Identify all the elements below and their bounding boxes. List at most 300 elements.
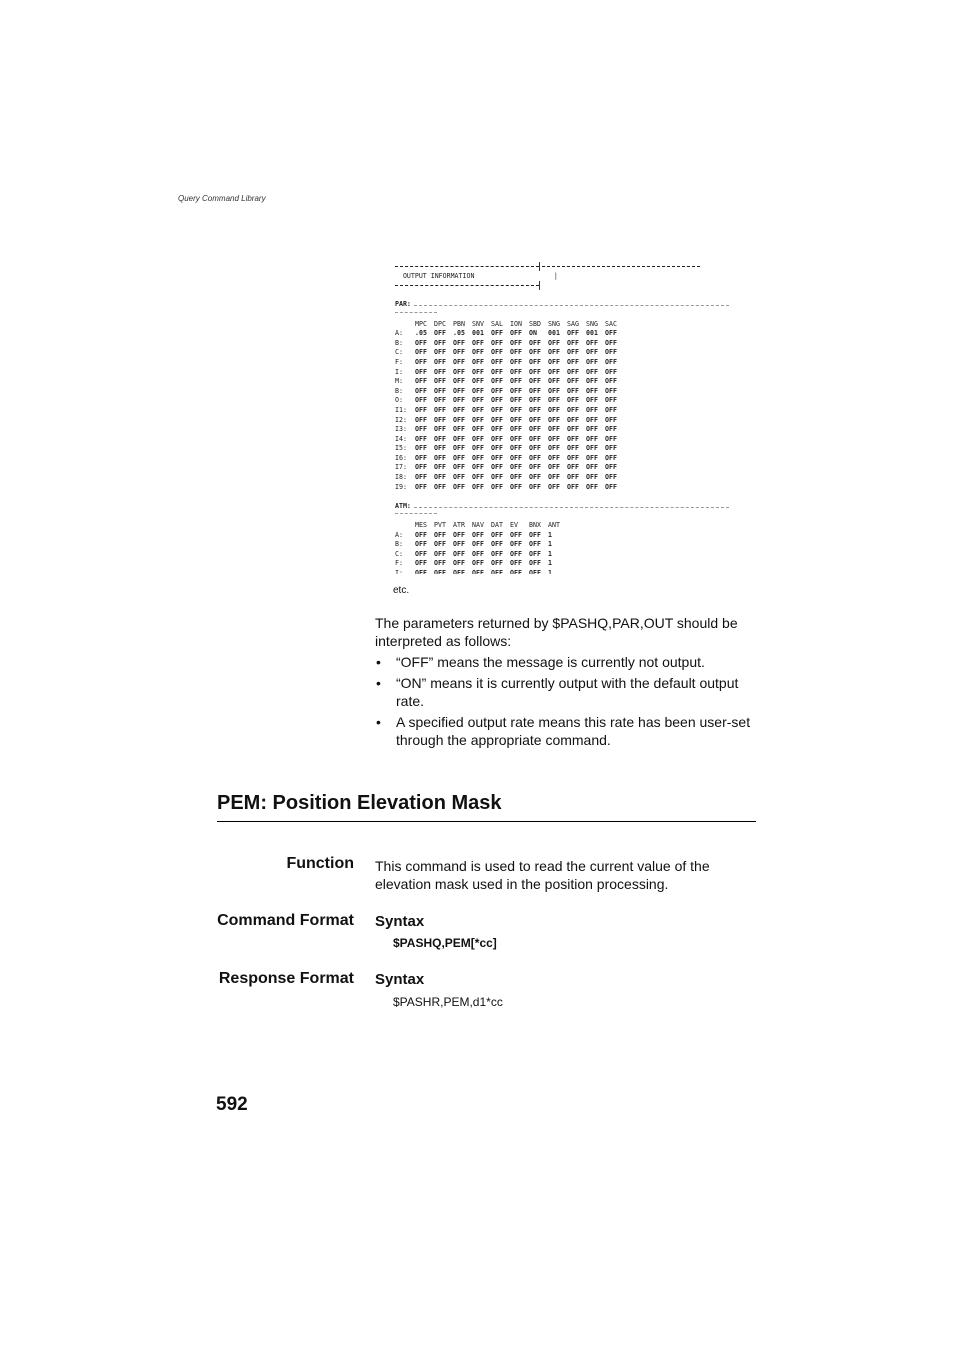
table-cell: OFF: [529, 338, 541, 347]
etc-note: etc.: [393, 585, 410, 596]
table-cell: OFF: [491, 434, 503, 443]
table-cell: OFF: [434, 367, 446, 376]
table-cell: OFF: [567, 377, 579, 386]
table-cell: OFF: [605, 425, 617, 434]
table-cell: OFF: [491, 569, 503, 574]
table-cell: OFF: [472, 377, 484, 386]
table-cell: 1: [548, 559, 552, 568]
table-cell: OFF: [453, 540, 465, 549]
table-cell: OFF: [567, 396, 579, 405]
table-cell: OFF: [586, 444, 598, 453]
table-cell: OFF: [434, 338, 446, 347]
table-header-row: [395, 320, 729, 330]
table-cell: OFF: [491, 338, 503, 347]
table-cell: OFF: [548, 338, 560, 347]
command-format-label: Command Format: [217, 912, 354, 929]
table-cell: OFF: [510, 549, 522, 558]
table-cell: OFF: [510, 415, 522, 424]
table-cell: 001: [586, 329, 598, 338]
table-cell: OFF: [548, 482, 560, 491]
column-header: SAC: [605, 319, 617, 328]
table-cell: OFF: [567, 425, 579, 434]
screen-title: OUTPUT INFORMATION |: [402, 271, 558, 280]
table-cell: OFF: [453, 473, 465, 482]
table-cell: OFF: [491, 348, 503, 357]
table-cell: OFF: [472, 357, 484, 366]
bullet-icon: •: [376, 654, 381, 670]
row-tag: I5:: [395, 444, 407, 453]
table-cell: OFF: [472, 473, 484, 482]
row-tag: I3:: [395, 425, 407, 434]
table-cell: OFF: [586, 453, 598, 462]
table-cell: OFF: [548, 357, 560, 366]
table-cell: OFF: [529, 434, 541, 443]
table-cell: OFF: [529, 453, 541, 462]
table-cell: OFF: [434, 396, 446, 405]
table-cell: OFF: [605, 473, 617, 482]
table-cell: OFF: [434, 530, 446, 539]
table-cell: OFF: [529, 549, 541, 558]
table-row: [395, 444, 729, 454]
table-cell: OFF: [586, 473, 598, 482]
table-cell: OFF: [586, 425, 598, 434]
column-header: BNX: [529, 521, 541, 530]
column-header: SAG: [567, 319, 579, 328]
table-cell: OFF: [434, 473, 446, 482]
table-cell: OFF: [529, 386, 541, 395]
row-tag: M:: [395, 377, 403, 386]
table-cell: OFF: [567, 453, 579, 462]
table-cell: OFF: [415, 473, 427, 482]
table-row: [395, 454, 729, 464]
column-header: EV: [510, 521, 518, 530]
column-header: DPC: [434, 319, 446, 328]
table-cell: .05: [415, 329, 427, 338]
table-cell: OFF: [453, 559, 465, 568]
table-cell: OFF: [567, 415, 579, 424]
table-cell: OFF: [529, 444, 541, 453]
table-cell: OFF: [605, 482, 617, 491]
table-cell: OFF: [491, 530, 503, 539]
table-cell: OFF: [586, 357, 598, 366]
table-cell: OFF: [605, 329, 617, 338]
table-cell: OFF: [472, 463, 484, 472]
table-cell: OFF: [510, 357, 522, 366]
table-cell: OFF: [529, 396, 541, 405]
table-cell: OFF: [472, 386, 484, 395]
table-cell: OFF: [434, 482, 446, 491]
table-cell: OFF: [586, 434, 598, 443]
table-cell: OFF: [415, 482, 427, 491]
row-tag: B:: [395, 540, 403, 549]
table-cell: OFF: [586, 415, 598, 424]
table-cell: OFF: [415, 415, 427, 424]
table-cell: OFF: [510, 453, 522, 462]
screen-title-rule: [395, 281, 729, 291]
table-cell: OFF: [605, 434, 617, 443]
column-header: NAV: [472, 521, 484, 530]
table-cell: OFF: [586, 367, 598, 376]
table-row: [395, 483, 729, 493]
table-cell: OFF: [491, 415, 503, 424]
page-number: 592: [216, 1094, 248, 1115]
table-cell: OFF: [472, 444, 484, 453]
row-tag: I2:: [395, 415, 407, 424]
table-cell: OFF: [491, 396, 503, 405]
row-tag: C:: [395, 348, 403, 357]
table-cell: OFF: [415, 367, 427, 376]
table-cell: OFF: [567, 357, 579, 366]
table-cell: OFF: [472, 338, 484, 347]
table-cell: OFF: [586, 386, 598, 395]
column-header: ATR: [453, 521, 465, 530]
table-cell: OFF: [491, 549, 503, 558]
table-cell: OFF: [453, 453, 465, 462]
row-tag: I:: [395, 569, 403, 574]
table-cell: OFF: [529, 405, 541, 414]
table-cell: OFF: [472, 415, 484, 424]
table-row: [395, 425, 729, 435]
table-row: [395, 368, 729, 378]
screen-title-text: OUTPUT INFORMATION: [402, 271, 475, 280]
table-cell: OFF: [472, 530, 484, 539]
row-tag: B:: [395, 386, 403, 395]
intro-paragraph: The parameters returned by $PASHQ,PAR,OUT should be interpreted as follows:: [375, 615, 738, 649]
table-cell: 1: [548, 549, 552, 558]
response-format-label: Response Format: [218, 970, 354, 987]
table-cell: OFF: [491, 444, 503, 453]
table-cell: OFF: [415, 444, 427, 453]
row-tag: F:: [395, 559, 403, 568]
row-tag: F:: [395, 357, 403, 366]
table-cell: OFF: [529, 415, 541, 424]
table-cell: OFF: [510, 367, 522, 376]
table-cell: OFF: [510, 377, 522, 386]
table-cell: OFF: [529, 377, 541, 386]
table-cell: OFF: [415, 463, 427, 472]
table-cell: OFF: [472, 425, 484, 434]
table-cell: OFF: [510, 348, 522, 357]
table-cell: OFF: [415, 348, 427, 357]
row-tag: B:: [395, 338, 403, 347]
table-cell: OFF: [491, 482, 503, 491]
atm-section-header: [395, 502, 729, 512]
screen-top-rule: [395, 262, 729, 272]
function-description: This command is used to read the current value of the elevation mask used in the position processing.: [375, 858, 710, 892]
column-header: SAL: [491, 319, 503, 328]
table-cell: OFF: [605, 348, 617, 357]
table-cell: OFF: [510, 405, 522, 414]
table-cell: OFF: [510, 530, 522, 539]
table-cell: OFF: [529, 473, 541, 482]
table-cell: OFF: [453, 530, 465, 539]
table-cell: OFF: [453, 463, 465, 472]
table-cell: OFF: [605, 338, 617, 347]
response-syntax: $PASHR,PEM,d1*cc: [393, 995, 503, 1009]
table-cell: OFF: [434, 444, 446, 453]
table-cell: OFF: [529, 530, 541, 539]
table-row: [395, 559, 729, 569]
table-cell: OFF: [415, 338, 427, 347]
table-row: [395, 473, 729, 483]
table-cell: OFF: [415, 396, 427, 405]
table-cell: OFF: [567, 329, 579, 338]
bullet-text: “OFF” means the message is currently not output.: [396, 654, 705, 670]
table-cell: OFF: [605, 444, 617, 453]
column-header: MES: [415, 521, 427, 530]
table-cell: OFF: [567, 482, 579, 491]
table-cell: OFF: [491, 329, 503, 338]
table-cell: OFF: [472, 559, 484, 568]
table-cell: OFF: [529, 559, 541, 568]
table-cell: OFF: [567, 444, 579, 453]
table-row: [395, 416, 729, 426]
table-cell: OFF: [510, 425, 522, 434]
response-syntax-heading: Syntax: [375, 971, 425, 988]
column-header: ANT: [548, 521, 560, 530]
bullet-text: A specified output rate means this rate has been user-set through the appropriate command.: [396, 714, 751, 748]
table-cell: .05: [453, 329, 465, 338]
table-cell: OFF: [434, 386, 446, 395]
table-cell: OFF: [472, 434, 484, 443]
table-cell: OFF: [586, 338, 598, 347]
row-tag: I7:: [395, 463, 407, 472]
table-cell: OFF: [434, 463, 446, 472]
table-cell: OFF: [491, 463, 503, 472]
table-cell: OFF: [548, 463, 560, 472]
column-header: SNG: [586, 319, 598, 328]
table-cell: OFF: [415, 569, 427, 574]
table-cell: OFF: [472, 348, 484, 357]
table-cell: OFF: [567, 405, 579, 414]
table-cell: OFF: [567, 463, 579, 472]
bullet-icon: •: [376, 714, 381, 730]
table-row: [395, 406, 729, 416]
table-cell: OFF: [434, 540, 446, 549]
table-cell: OFF: [510, 338, 522, 347]
bullet-list: [375, 653, 760, 752]
table-cell: OFF: [605, 367, 617, 376]
section-title: PEM: Position Elevation Mask: [217, 792, 756, 822]
table-cell: OFF: [453, 377, 465, 386]
list-item: [375, 653, 760, 671]
table-cell: OFF: [434, 329, 446, 338]
table-row: [395, 435, 729, 445]
table-cell: OFF: [491, 386, 503, 395]
column-header: ION: [510, 319, 522, 328]
bullet-icon: •: [376, 675, 381, 691]
column-header: SBD: [529, 319, 541, 328]
table-cell: OFF: [453, 482, 465, 491]
table-cell: OFF: [548, 444, 560, 453]
table-cell: OFF: [567, 473, 579, 482]
table-cell: OFF: [434, 549, 446, 558]
command-syntax: $PASHQ,PEM[*cc]: [393, 936, 497, 950]
table-cell: OFF: [529, 482, 541, 491]
par-label: PAR:: [395, 300, 411, 309]
row-tag: A:: [395, 530, 403, 539]
table-cell: OFF: [548, 473, 560, 482]
table-cell: OFF: [491, 377, 503, 386]
table-cell: OFF: [434, 434, 446, 443]
column-header: MPC: [415, 319, 427, 328]
table-cell: OFF: [491, 559, 503, 568]
table-cell: 001: [548, 329, 560, 338]
table-row: [395, 387, 729, 397]
table-cell: OFF: [586, 348, 598, 357]
table-cell: OFF: [415, 357, 427, 366]
table-cell: OFF: [548, 405, 560, 414]
table-cell: OFF: [548, 453, 560, 462]
table-cell: OFF: [605, 453, 617, 462]
table-cell: OFF: [491, 405, 503, 414]
table-cell: OFF: [453, 405, 465, 414]
table-row: [395, 348, 729, 358]
table-cell: OFF: [548, 367, 560, 376]
table-cell: OFF: [548, 434, 560, 443]
table-cell: 1: [548, 540, 552, 549]
table-cell: OFF: [415, 549, 427, 558]
table-row: [395, 339, 729, 349]
par-table: [395, 320, 729, 493]
table-cell: OFF: [491, 357, 503, 366]
row-tag: I9:: [395, 482, 407, 491]
row-tag: I4:: [395, 434, 407, 443]
list-item: [375, 713, 760, 749]
table-cell: OFF: [529, 540, 541, 549]
column-header: SNV: [472, 319, 484, 328]
table-row: [395, 358, 729, 368]
row-tag: I1:: [395, 405, 407, 414]
table-cell: OFF: [510, 396, 522, 405]
table-cell: OFF: [510, 434, 522, 443]
table-cell: OFF: [415, 377, 427, 386]
table-cell: OFF: [510, 482, 522, 491]
table-cell: OFF: [510, 540, 522, 549]
table-cell: OFF: [453, 396, 465, 405]
atm-label: ATM:: [395, 501, 411, 510]
table-cell: OFF: [434, 415, 446, 424]
table-cell: OFF: [529, 357, 541, 366]
list-item: [375, 674, 760, 710]
row-tag: A:: [395, 329, 403, 338]
table-cell: OFF: [434, 569, 446, 574]
table-row: [395, 329, 729, 339]
table-cell: OFF: [453, 549, 465, 558]
table-row: [395, 377, 729, 387]
par-section-header: [395, 300, 729, 310]
table-cell: OFF: [415, 453, 427, 462]
table-cell: OFF: [529, 425, 541, 434]
table-cell: OFF: [434, 377, 446, 386]
table-cell: OFF: [472, 549, 484, 558]
column-header: SNG: [548, 319, 560, 328]
table-row: [395, 396, 729, 406]
table-row: [395, 540, 729, 550]
table-cell: OFF: [415, 386, 427, 395]
table-cell: OFF: [548, 396, 560, 405]
table-cell: OFF: [529, 569, 541, 574]
table-cell: 1: [548, 569, 552, 574]
table-cell: OFF: [567, 434, 579, 443]
table-cell: OFF: [567, 338, 579, 347]
table-cell: OFF: [548, 377, 560, 386]
table-cell: OFF: [434, 453, 446, 462]
table-cell: OFF: [491, 425, 503, 434]
table-cell: OFF: [529, 367, 541, 376]
table-cell: OFF: [415, 425, 427, 434]
table-cell: OFF: [472, 396, 484, 405]
table-cell: OFF: [415, 530, 427, 539]
table-cell: OFF: [472, 569, 484, 574]
table-cell: OFF: [529, 463, 541, 472]
table-cell: OFF: [548, 348, 560, 357]
column-header: PVT: [434, 521, 446, 530]
table-cell: OFF: [605, 396, 617, 405]
table-cell: OFF: [472, 405, 484, 414]
table-cell: OFF: [586, 396, 598, 405]
table-cell: OFF: [567, 367, 579, 376]
table-cell: OFF: [586, 482, 598, 491]
table-cell: OFF: [415, 559, 427, 568]
table-header-row: [395, 521, 729, 531]
table-cell: OFF: [548, 425, 560, 434]
table-cell: OFF: [472, 482, 484, 491]
command-syntax-heading: Syntax: [375, 913, 425, 930]
table-cell: OFF: [453, 338, 465, 347]
table-cell: 1: [548, 530, 552, 539]
table-cell: OFF: [434, 425, 446, 434]
function-label: Function: [286, 855, 354, 872]
table-cell: 001: [472, 329, 484, 338]
table-cell: OFF: [586, 377, 598, 386]
table-row: [395, 569, 729, 574]
table-row: [395, 531, 729, 541]
table-cell: OFF: [453, 434, 465, 443]
table-cell: OFF: [605, 463, 617, 472]
table-cell: OFF: [586, 405, 598, 414]
table-cell: OFF: [567, 348, 579, 357]
table-row: [395, 550, 729, 560]
atm-table: [395, 521, 729, 574]
table-cell: OFF: [605, 357, 617, 366]
row-tag: I8:: [395, 473, 407, 482]
table-cell: OFF: [472, 367, 484, 376]
row-tag: I:: [395, 367, 403, 376]
bullet-text: “ON” means it is currently output with the default output rate.: [396, 675, 739, 709]
table-cell: OFF: [491, 367, 503, 376]
table-cell: OFF: [510, 463, 522, 472]
row-tag: C:: [395, 549, 403, 558]
table-cell: OFF: [472, 453, 484, 462]
table-cell: OFF: [548, 415, 560, 424]
table-cell: OFF: [605, 386, 617, 395]
table-cell: OFF: [434, 348, 446, 357]
table-cell: OFF: [415, 434, 427, 443]
table-cell: OFF: [510, 329, 522, 338]
row-tag: I6:: [395, 453, 407, 462]
table-cell: OFF: [434, 405, 446, 414]
table-row: [395, 463, 729, 473]
column-header: DAT: [491, 521, 503, 530]
table-cell: OFF: [434, 559, 446, 568]
table-cell: OFF: [605, 405, 617, 414]
table-cell: OFF: [586, 463, 598, 472]
table-cell: OFF: [453, 348, 465, 357]
table-cell: OFF: [453, 386, 465, 395]
table-cell: OFF: [453, 444, 465, 453]
table-cell: OFF: [491, 540, 503, 549]
